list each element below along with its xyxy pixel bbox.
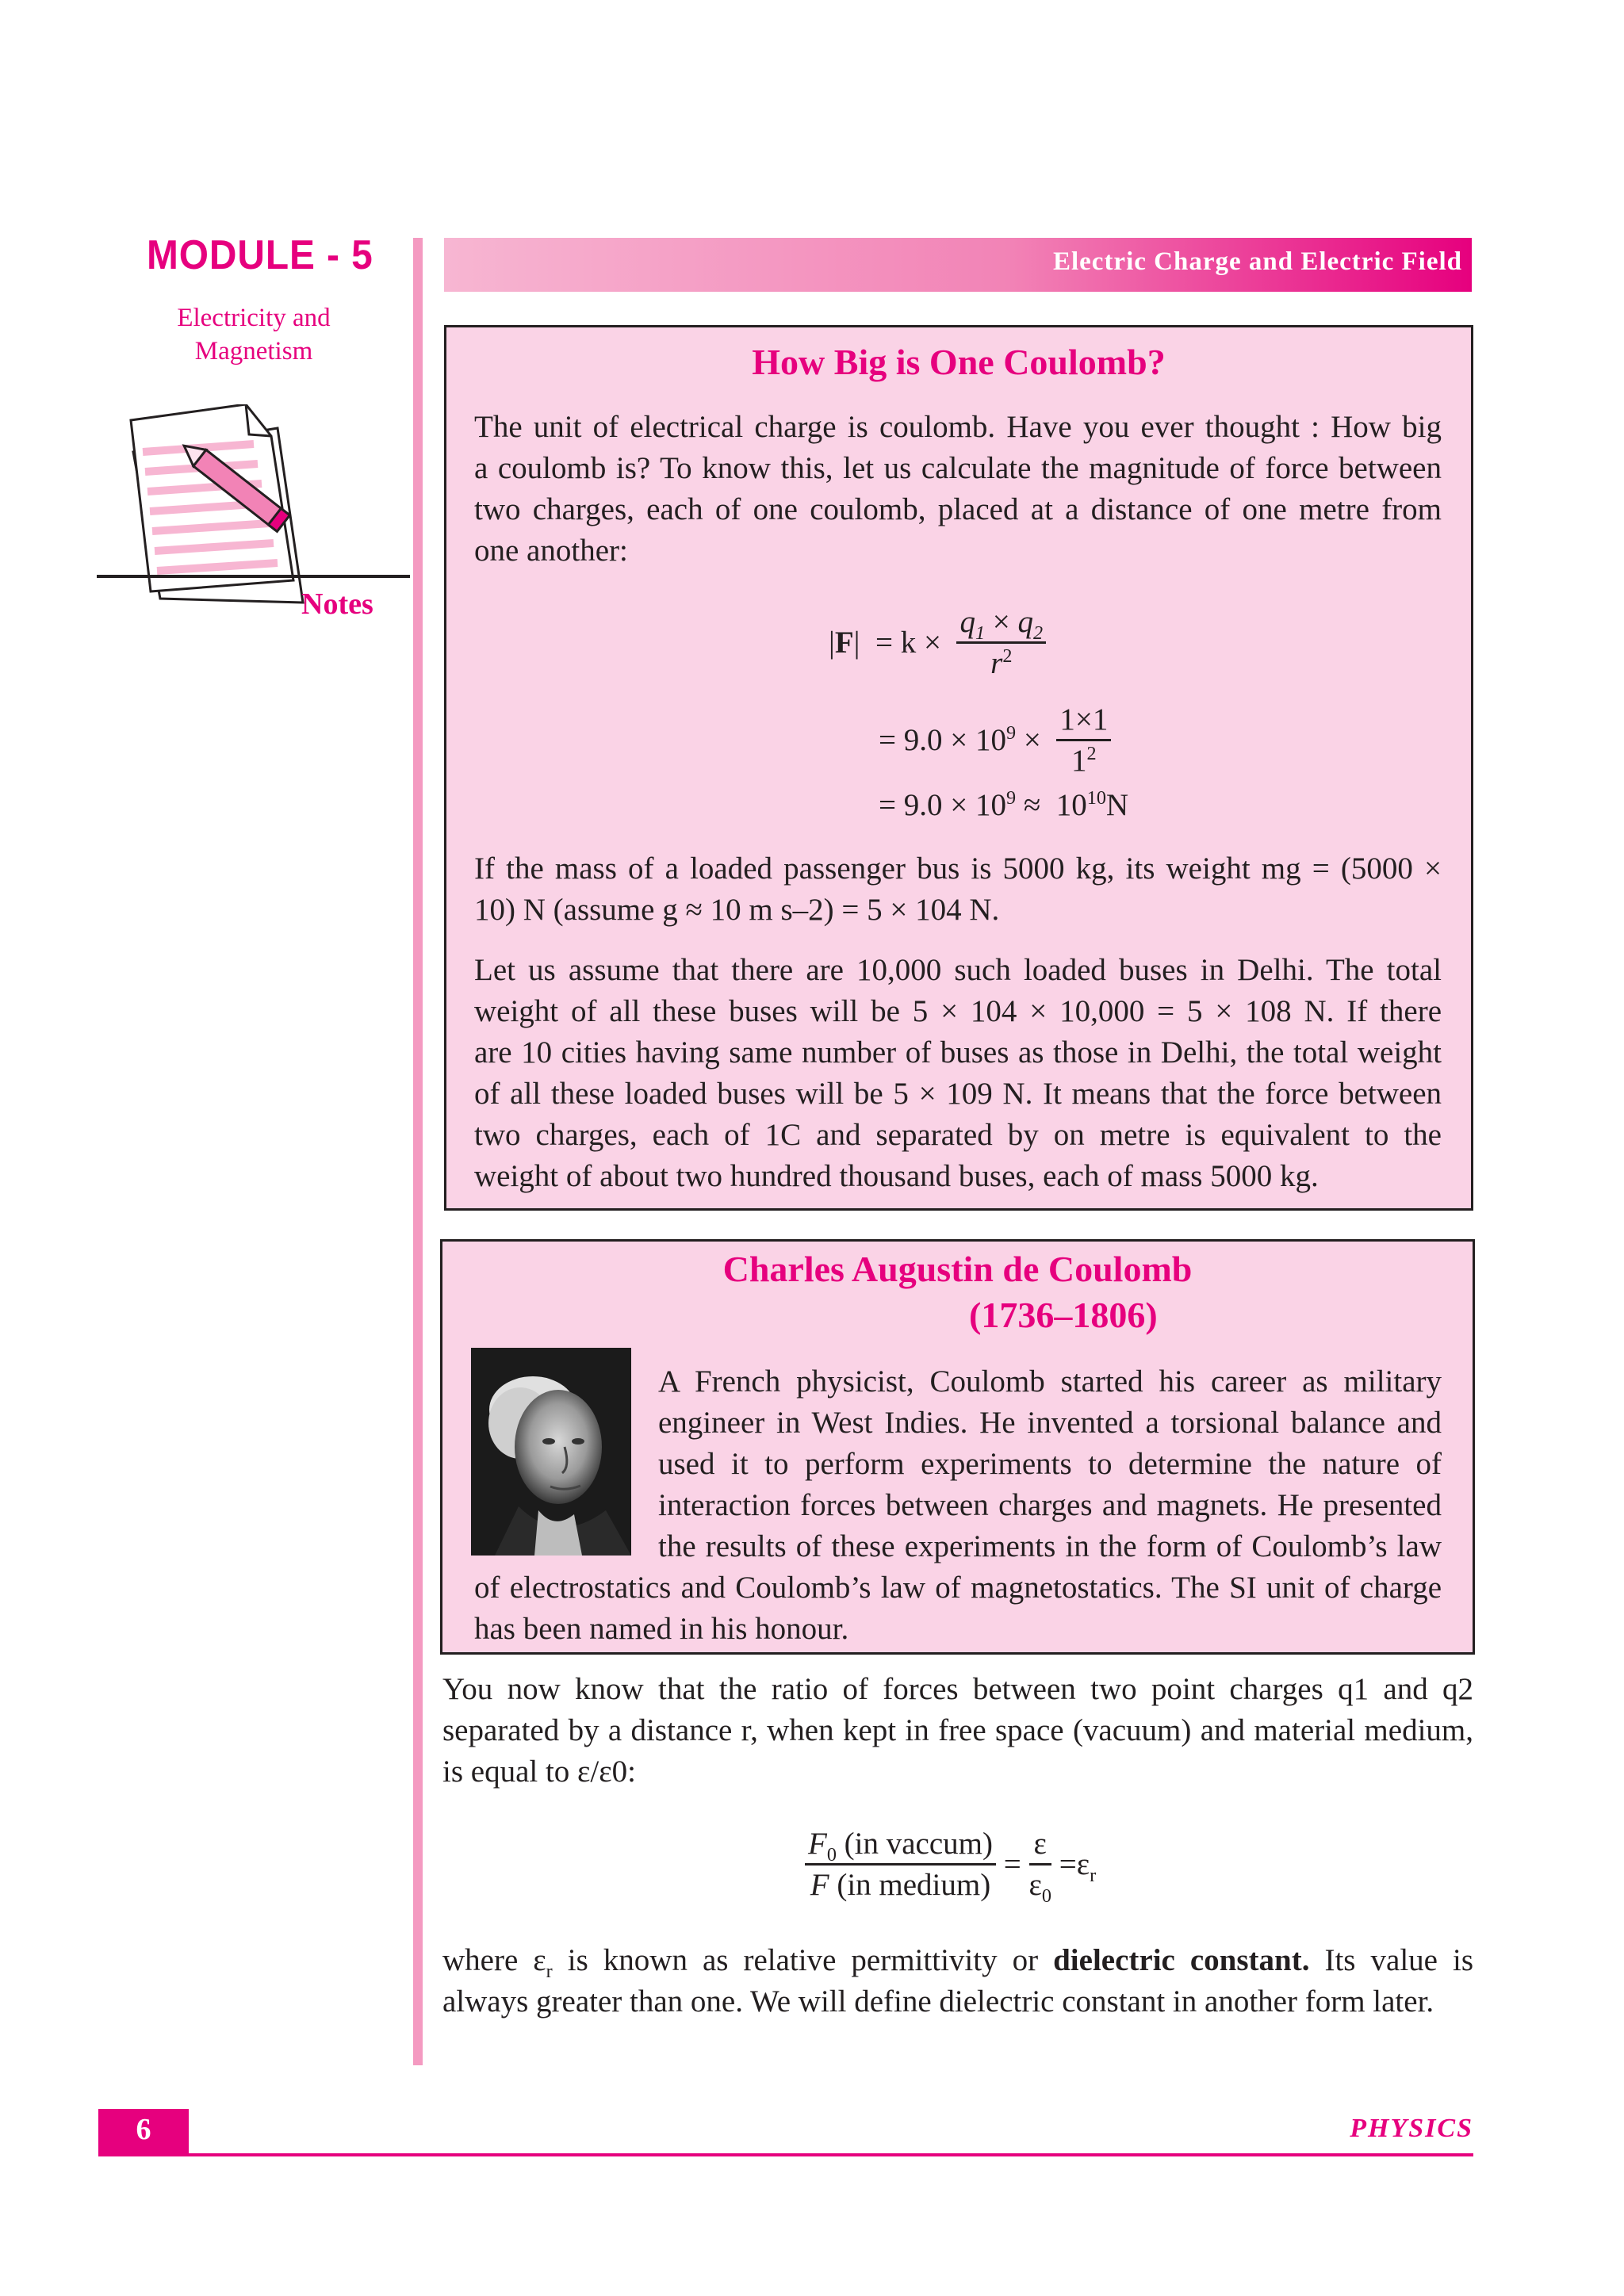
page-number: 6 bbox=[136, 2113, 151, 2146]
footer-subject: PHYSICS bbox=[1350, 2114, 1473, 2143]
text-line: are 10 cities having same number of buses as those in Delhi, the total weight bbox=[474, 1035, 1442, 1070]
bio-text-right bbox=[658, 1361, 1442, 1567]
eq-k-times: = k × bbox=[875, 626, 941, 660]
times: × bbox=[1016, 723, 1041, 757]
in-vaccum: (in vaccum) bbox=[836, 1827, 993, 1861]
r-sup: 2 bbox=[1002, 645, 1013, 667]
text-line: is equal to ε/ε0: bbox=[442, 1755, 636, 1789]
text-line: A French physicist, Coulomb started his career as military bbox=[658, 1364, 1442, 1399]
approx: ≈ bbox=[1016, 788, 1048, 822]
bio-text-full bbox=[474, 1567, 1442, 1650]
subject-line-2: Magnetism bbox=[194, 337, 313, 365]
footer-rule bbox=[189, 2153, 1473, 2156]
text-line: If the mass of a loaded passenger bus is 5000 kg, its weight mg = (5000 × bbox=[474, 851, 1442, 886]
bio-title-name: Charles Augustin de Coulomb bbox=[722, 1249, 1193, 1289]
eq3-lhs: = 9.0 × 10 bbox=[879, 788, 1006, 822]
text-line: one another: bbox=[474, 534, 628, 568]
equals: = bbox=[1003, 1847, 1021, 1881]
text-line: The unit of electrical charge is coulomb. Have you ever thought : How big bbox=[474, 410, 1442, 444]
notes-label: Notes bbox=[301, 587, 373, 621]
dielectric-paragraph bbox=[442, 1940, 1473, 2022]
text-line: used it to perform experiments to determine the nature of bbox=[658, 1447, 1442, 1481]
text-line: weight of all these buses will be 5 × 104 × 10,000 = 5 × 108 N. If there bbox=[474, 994, 1442, 1028]
force-equation-step2 bbox=[879, 702, 1111, 779]
subject-line-1: Electricity and bbox=[177, 304, 331, 332]
text-span: is known as relative permittivity or bbox=[552, 1943, 1054, 1977]
text-line: engineer in West Indies. He invented a torsional balance and bbox=[658, 1406, 1442, 1440]
notes-divider bbox=[97, 575, 410, 578]
eq3-unit: N bbox=[1105, 788, 1129, 822]
f0-sub: 0 bbox=[826, 1843, 837, 1866]
eq2-den: 1 bbox=[1071, 744, 1087, 778]
force-equation-result bbox=[879, 787, 1128, 823]
text-line: has been named in his honour. bbox=[474, 1612, 849, 1646]
eq3-rhs-sup: 10 bbox=[1086, 787, 1106, 809]
module-title: MODULE - 5 bbox=[147, 232, 373, 278]
text-sub: r bbox=[546, 1960, 553, 1982]
text-line: of all these loaded buses will be 5 × 109 N. It means that the force between bbox=[474, 1077, 1442, 1111]
f: F bbox=[810, 1868, 829, 1902]
eq2-den-sup: 2 bbox=[1086, 743, 1097, 764]
epsilon-0: ε bbox=[1028, 1868, 1042, 1902]
text-line: always greater than one. We will define dielectric constant in another form later. bbox=[442, 1984, 1434, 2019]
text-line: a coulomb is? To know this, let us calculate the magnitude of force between bbox=[474, 451, 1442, 485]
ratio-paragraph bbox=[442, 1669, 1473, 1793]
text-line: You now know that the ratio of forces between two point charges q1 and q2 bbox=[442, 1672, 1473, 1706]
text-line: the results of these experiments in the form of Coulomb’s law bbox=[658, 1529, 1442, 1563]
margin-bar bbox=[413, 238, 423, 2065]
text-line: two charges, each of one coulomb, placed at a distance of one metre from bbox=[474, 492, 1442, 526]
chapter-title: Electric Charge and Electric Field bbox=[1052, 247, 1462, 276]
epsilon: ε bbox=[1029, 1826, 1051, 1866]
eq2-lhs: = 9.0 × 10 bbox=[879, 723, 1006, 757]
force-equation: |F| = k × $\frac{q_1 \times q_2}{r^2}$ bbox=[829, 604, 1046, 681]
text-line: of electrostatics and Coulomb’s law of magnetostatics. The SI unit of charge bbox=[474, 1571, 1442, 1605]
text-line: two charges, each of 1C and separated by on metre is equivalent to the bbox=[474, 1118, 1442, 1152]
eq2-num: 1×1 bbox=[1056, 702, 1111, 741]
text-line: interaction forces between charges and magnets. He presented bbox=[658, 1488, 1442, 1522]
coulomb-portrait bbox=[471, 1348, 631, 1556]
eq3-sup: 9 bbox=[1006, 787, 1017, 809]
text-line: separated by a distance r, when kept in free space (vacuum) and material medium, bbox=[442, 1713, 1473, 1747]
q1-sub: 1 bbox=[975, 622, 986, 644]
q1: q bbox=[959, 605, 975, 639]
text-line: Let us assume that there are 10,000 such loaded buses in Delhi. The total bbox=[474, 953, 1442, 987]
text-line: weight of about two hundred thousand buses, each of mass 5000 kg. bbox=[474, 1159, 1319, 1193]
force-symbol: F bbox=[834, 626, 854, 660]
times: × bbox=[985, 605, 1018, 639]
dielectric-constant-term: dielectric constant. bbox=[1053, 1943, 1310, 1977]
text-span: where ε bbox=[442, 1943, 546, 1977]
text-span: Its value is bbox=[1309, 1943, 1473, 1977]
module-subject bbox=[151, 301, 357, 368]
eq4-rhs-sub: r bbox=[1090, 1864, 1097, 1886]
coulomb-size-title: How Big is One Coulomb? bbox=[752, 342, 1166, 382]
epsilon-0-sub: 0 bbox=[1041, 1885, 1051, 1907]
text-line: 10) N (assume g ≈ 10 m s–2) = 5 × 104 N. bbox=[474, 893, 1000, 927]
q2: q bbox=[1017, 605, 1034, 639]
permittivity-equation bbox=[805, 1826, 1097, 1907]
q2-sub: 2 bbox=[1033, 622, 1044, 644]
r: r bbox=[990, 646, 1003, 680]
delhi-buses-paragraph bbox=[474, 950, 1442, 1197]
eq2-sup: 9 bbox=[1006, 722, 1017, 744]
chapter-header bbox=[444, 238, 1472, 292]
eq4-rhs: =ε bbox=[1059, 1847, 1090, 1881]
in-medium: (in medium) bbox=[829, 1868, 991, 1902]
eq3-rhs: 10 bbox=[1055, 788, 1087, 822]
bus-weight-paragraph bbox=[474, 848, 1442, 931]
text-line bbox=[442, 1940, 1473, 1981]
pencil-paper-icon bbox=[95, 404, 381, 610]
f0: F bbox=[808, 1827, 827, 1861]
coulomb-size-intro bbox=[474, 407, 1442, 572]
bio-title-years: (1736–1806) bbox=[969, 1295, 1158, 1335]
